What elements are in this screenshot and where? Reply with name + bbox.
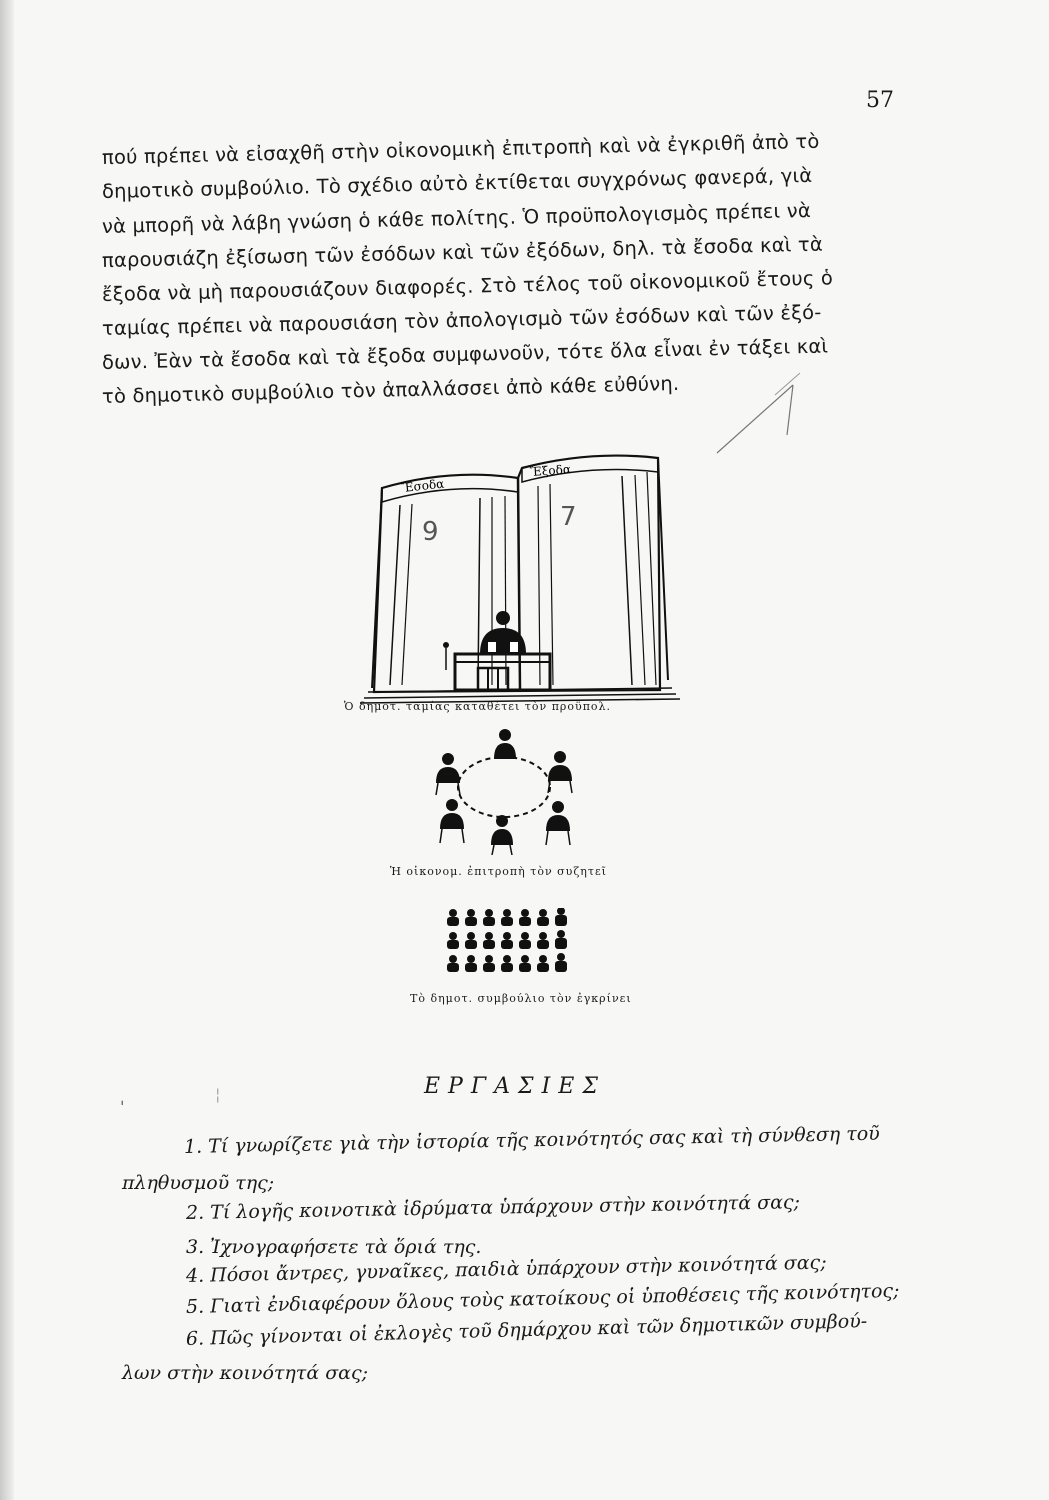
page-number: 57 (866, 88, 894, 113)
paragraph-line: νὰ μπορῆ νὰ λάβη γνώση ὁ κάθε πολίτης. Ὁ προϋπολογισμὸς πρέπει νὰ (101, 198, 812, 238)
ledger-left-header: Ἔσοδα (400, 476, 445, 495)
margin-mark: ¦ (215, 1085, 221, 1104)
task-line: 2. Τί λογῆς κοινοτικὰ ἱδρύματα ὑπάρχουν στὴν κοινότητά σας; (185, 1191, 801, 1224)
paragraph-line: ἔξοδα νὰ μὴ παρουσιάζουν διαφορές. Στὸ τέλος τοῦ οἰκονομικοῦ ἔτους ὁ (101, 266, 834, 306)
caption-committee: Ἡ οἰκονομ. ἐπιτροπὴ τὸν συζητεῖ (390, 865, 607, 878)
task-line: 4. Πόσοι ἄντρες, γυναῖκες, παιδιὰ ὑπάρχουν στὴν κοινότητά σας; (185, 1251, 827, 1287)
caption-council: Τὸ δημοτ. συμβούλιο τὸν ἐγκρίνει (410, 992, 632, 1005)
task-line: 5. Γιατὶ ἐνδιαφέρουν ὅλους τοὺς κατοίκους οἱ ὑποθέσεις τῆς κοινότητος; (185, 1279, 900, 1318)
task-line: πληθυσμοῦ της; (122, 1172, 275, 1194)
task-line: 3. Ἰχνογραφήσετε τὰ ὅριά της. (186, 1236, 482, 1258)
paragraph-line: δων. Ἐὰν τὰ ἔσοδα καὶ τὰ ἔξοδα συμφωνοῦν, τότε ὅλα εἶναι ἐν τάξει καὶ (101, 334, 829, 374)
ledger-right-header: Ἔξοδα (529, 462, 572, 479)
paragraph-line: πού πρέπει νὰ εἰσαχθῆ στὴν οἰκονομικὴ ἐπιτροπὴ καὶ νὰ ἐγκριθῆ ἀπὸ τὸ (101, 129, 820, 169)
task-line: 6. Πῶς γίνονται οἱ ἐκλογὲς τοῦ δημάρχου καὶ τῶν δημοτικῶν συμβού- (185, 1310, 868, 1350)
paragraph-line: δημοτικὸ συμβούλιο. Τὸ σχέδιο αὐτὸ ἐκτίθεται συγχρόνως φανερά, γιὰ (101, 163, 813, 203)
ledger-right-figure: 7 (560, 502, 577, 532)
paragraph-line: τὸ δημοτικὸ συμβούλιο τὸν ἀπαλλάσσει ἀπὸ κάθε εὐθύνη. (101, 371, 680, 408)
page-edge (0, 0, 14, 1500)
task-line: 1. Τί γνωρίζετε γιὰ τὴν ἱστορία τῆς κοινότητός σας καὶ τὴ σύνθεση τοῦ (183, 1122, 880, 1158)
paragraph-line: παρουσιάζη ἐξίσωση τῶν ἐσόδων καὶ τῶν ἐξόδων, δηλ. τὰ ἔσοδα καὶ τὰ (101, 232, 824, 272)
paragraph-line: ταμίας πρέπει νὰ παρουσιάση τὸν ἀπολογισμὸ τῶν ἐσόδων καὶ τῶν ἐξό- (101, 300, 822, 340)
budget-illustration (344, 440, 690, 1040)
pencil-mark (705, 355, 815, 465)
caption-treasurer: Ὁ δημοτ. ταμίας καταθέτει τὸν προϋπολ. (344, 700, 612, 713)
ledger-left-figure: 9 (422, 517, 439, 547)
ledger-drawing (360, 440, 690, 710)
council-drawing (446, 908, 586, 978)
margin-mark: ˈ (120, 1098, 125, 1117)
task-line: λων στὴν κοινότητά σας; (122, 1362, 369, 1384)
tasks-heading: ΕΡΓΑΣΙΕΣ (424, 1074, 606, 1099)
committee-drawing (430, 725, 580, 855)
treasurer-figure (443, 611, 550, 690)
